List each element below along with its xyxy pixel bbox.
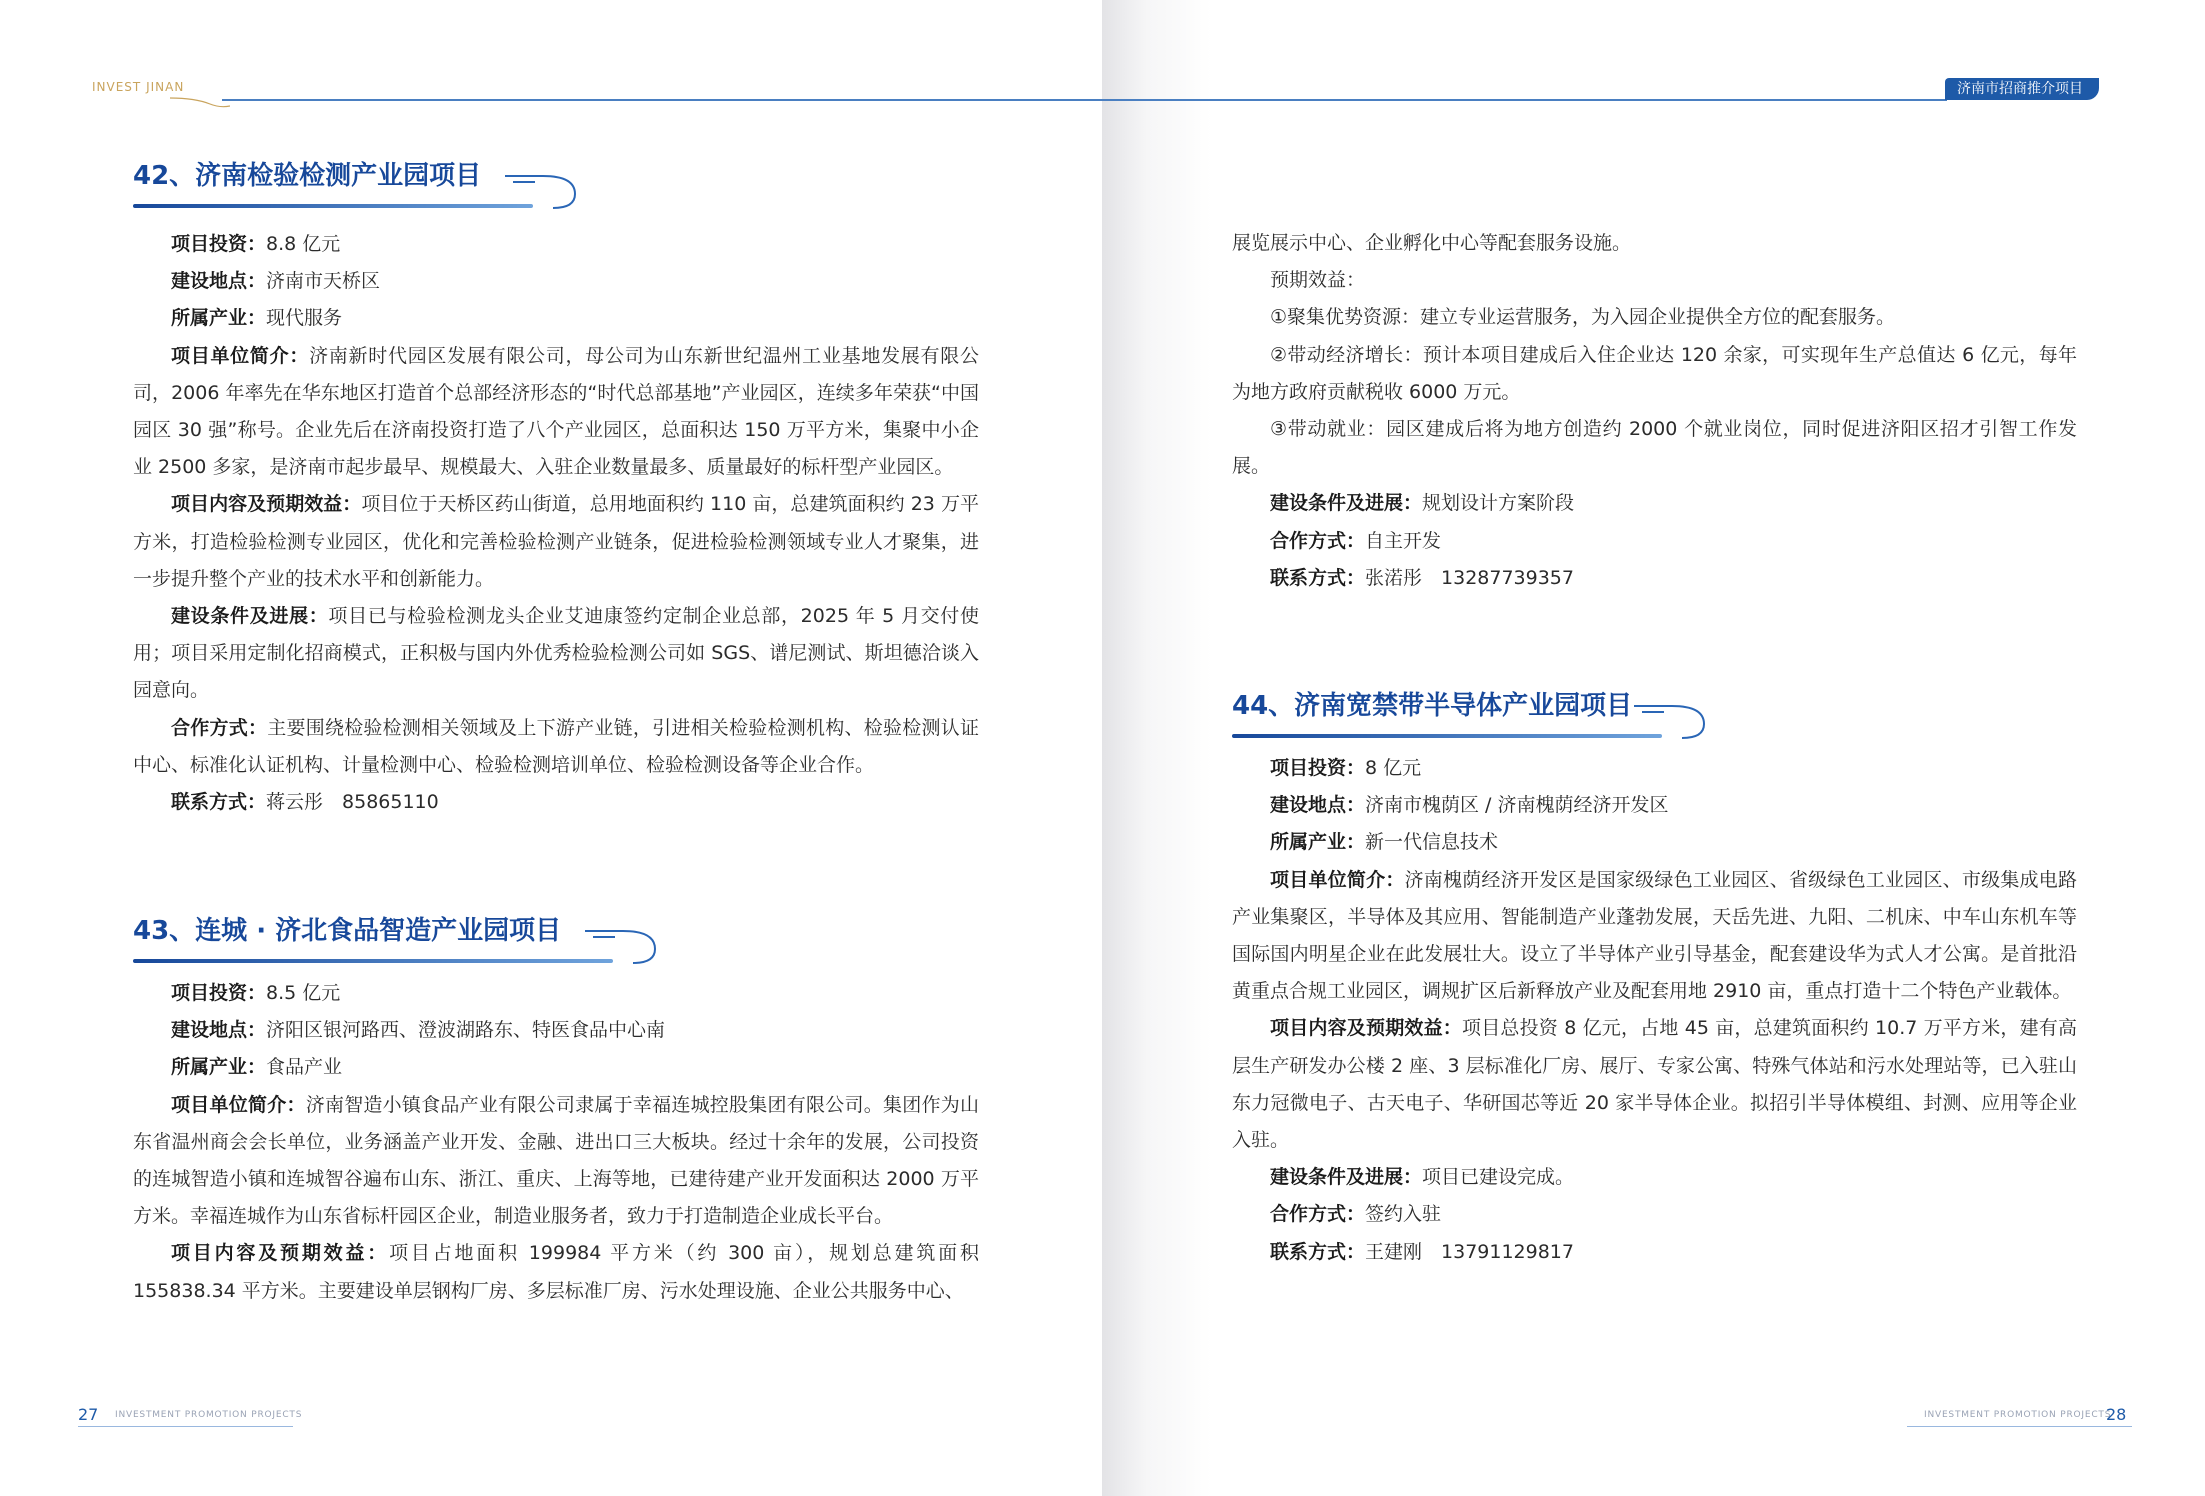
- project-42-investment: 项目投资：8.8 亿元: [171, 233, 341, 255]
- project-42-title: 42、济南检验检测产业园项目: [133, 161, 482, 191]
- project-42-industry: 所属产业：现代服务: [171, 307, 343, 330]
- project-42-contact: 联系方式：蒋云彤 85865110: [171, 791, 439, 814]
- project-44-location: 建设地点：济南市槐荫区 / 济南槐荫经济开发区: [1270, 794, 1669, 817]
- header-swoosh-icon: [170, 90, 230, 110]
- header-rule: [1102, 99, 1947, 101]
- project-42-location: 建设地点：济南市天桥区: [171, 270, 381, 293]
- left-footer-caption: INVESTMENT PROMOTION PROJECTS: [115, 1410, 303, 1420]
- project-44-unit: 项目单位简介：济南槐荫经济开发区是国家级绿色工业园区、省级绿色工业园区、市级集成电路产业集聚区，半导体及其应用、智能制造产业蓬勃发展，天岳先进、九阳、二机床、中车山东机车等国际国内明星企业在此发展壮大。设立了半导体产业引导基金，配套建设华为式人才公寓。是首批沿黄重点合规工业园区，调规扩区后新释放产业及配套用地 2910 亩，重点打造十二个特色产业载体。: [1232, 868, 2077, 1003]
- project-44-investment: 项目投资：8 亿元: [1270, 757, 1422, 779]
- project-42-unit: 项目单位简介：济南新时代园区发展有限公司，母公司为山东新世纪温州工业基地发展有限公司，2006 年率先在华东地区打造首个总部经济形态的“时代总部基地”产业园区，连续多年荣获“中国园区 30 强”称号。企业先后在济南投资打造了八个产业园区，总面积达 150 万平方米，集聚中小企业 2500 多家，是济南市起步最早、规模最大、入驻企业数量最多、质量最好的标杆型产业园区。: [133, 344, 979, 479]
- project-44-cooperation: 合作方式：签约入驻: [1270, 1203, 1442, 1226]
- project-44-title-block: [1232, 688, 2077, 748]
- project-42-section: [133, 158, 979, 821]
- project-43-content-cont: 展览展示中心、企业孵化中心等配套服务设施。: [1232, 232, 1632, 254]
- project-42-cooperation: 合作方式：主要围绕检验检测相关领域及上下游产业链，引进相关检验检测机构、检验检测认证中心、标准化认证机构、计量检测中心、检验检测培训单位、检验检测设备等企业合作。: [133, 716, 979, 776]
- title-curl-icon: [583, 919, 663, 969]
- project-43-continued: [1232, 225, 2077, 597]
- title-curl-icon: [503, 164, 583, 214]
- project-43-benefit-label: 预期效益：: [1270, 269, 1366, 292]
- project-44-content: 项目内容及预期效益：项目总投资 8 亿元，占地 45 亩，总建筑面积约 10.7 万平方米，建有高层生产研发办公楼 2 座、3 层标准化厂房、展厅、专家公寓、特殊气体站和污水处理站等，已入驻山东力冠微电子、古天电子、华研国芯等近 20 家半导体企业。拟招引半导体模组、封测、应用等企业入驻。: [1232, 1017, 2077, 1152]
- project-44-contact: 联系方式：王建刚 13791129817: [1270, 1240, 1574, 1263]
- project-44-section: [1232, 688, 2077, 1271]
- project-44-conditions: 建设条件及进展：项目已建设完成。: [1270, 1166, 1575, 1189]
- project-44-industry: 所属产业：新一代信息技术: [1270, 831, 1499, 854]
- project-43-conditions: 建设条件及进展：规划设计方案阶段: [1270, 492, 1575, 515]
- project-43-content: 项目内容及预期效益：项目占地面积 199984 平方米（约 300 亩），规划总建筑面积 155838.34 平方米。主要建设单层钢构厂房、多层标准厂房、污水处理设施、企业公共服务中心、: [133, 1242, 979, 1302]
- project-43-unit: 项目单位简介：济南智造小镇食品产业有限公司隶属于幸福连城控股集团有限公司。集团作为山东省温州商会会长单位，业务涵盖产业开发、金融、进出口三大板块。经过十余年的发展，公司投资的连城智造小镇和连城智谷遍布山东、浙江、重庆、上海等地，已建待建产业开发面积达 2000 万平方米。幸福连城作为山东省标杆园区企业，制造业服务者，致力于打造制造企业成长平台。: [133, 1093, 979, 1228]
- project-42-conditions: 建设条件及进展：项目已与检验检测龙头企业艾迪康签约定制企业总部，2025 年 5 月交付使用；项目采用定制化招商模式，正积极与国内外优秀检验检测公司如 SGS、谱尼测试、斯坦德洽谈入园意向。: [133, 605, 979, 702]
- project-42-title-block: [133, 158, 979, 218]
- project-43-benefit-2: ②带动经济增长：预计本项目建成后入住企业达 120 余家，可实现年生产总值达 6 亿元，每年为地方政府贡献税收 6000 万元。: [1232, 343, 2077, 403]
- left-footer-rule: [78, 1426, 293, 1427]
- project-43-section: [133, 913, 979, 1310]
- title-curl-icon: [1632, 694, 1712, 744]
- right-footer-caption: INVESTMENT PROMOTION PROJECTS: [1924, 1410, 2112, 1420]
- project-43-industry: 所属产业：食品产业: [171, 1056, 343, 1079]
- title-underline: [1232, 734, 1662, 738]
- project-43-title-block: [133, 913, 979, 973]
- project-44-title: 44、济南宽禁带半导体产业园项目: [1232, 691, 1633, 721]
- header-rule: [222, 99, 1102, 101]
- left-page-number: 27: [78, 1405, 99, 1424]
- project-43-location: 建设地点：济阳区银河路西、澄波湖路东、特医食品中心南: [171, 1019, 666, 1042]
- right-page-number: 28: [2106, 1405, 2127, 1424]
- right-footer-rule: [1907, 1426, 2132, 1427]
- title-underline: [133, 959, 613, 963]
- project-43-title: 43、连城 · 济北食品智造产业园项目: [133, 916, 562, 946]
- right-page: [1102, 0, 2205, 1496]
- project-43-benefit-3: ③带动就业：园区建成后将为地方创造约 2000 个就业岗位，同时促进济阳区招才引智工作发展。: [1232, 418, 2077, 478]
- project-43-benefit-1: ①聚集优势资源：建立专业运营服务，为入园企业提供全方位的配套服务。: [1270, 306, 1896, 329]
- title-underline: [133, 204, 533, 208]
- project-42-content: 项目内容及预期效益：项目位于天桥区药山街道，总用地面积约 110 亩，总建筑面积约 23 万平方米，打造检验检测专业园区，优化和完善检验检测产业链条，促进检验检测领域专业人才聚集，进一步提升整个产业的技术水平和创新能力。: [133, 493, 979, 590]
- project-43-contact: 联系方式：张渃彤 13287739357: [1270, 566, 1574, 589]
- project-43-cooperation: 合作方式：自主开发: [1270, 529, 1442, 552]
- project-43-investment: 项目投资：8.5 亿元: [171, 982, 341, 1004]
- header-right-label: 济南市招商推介项目: [1945, 78, 2099, 100]
- header-left-label: INVEST JINAN: [92, 80, 185, 94]
- left-page: [0, 0, 1102, 1496]
